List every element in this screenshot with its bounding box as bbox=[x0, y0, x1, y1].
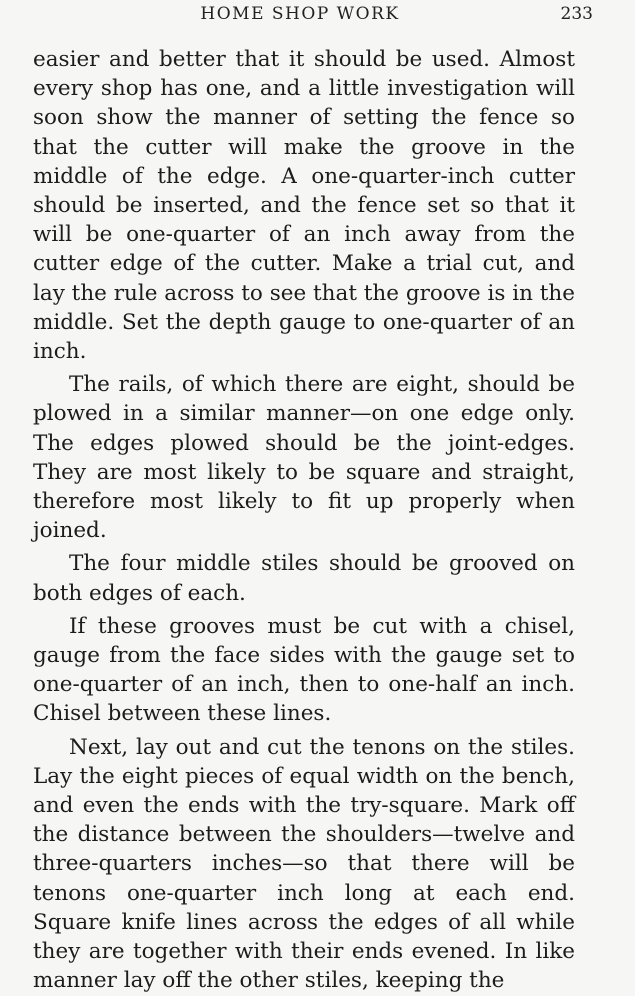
paragraph-chisel: If these grooves must be cut with a chisel, gauge from the face sides with the gauge set to one-quarter of an inch, then to one-half an inch. Chisel between these lines. bbox=[33, 613, 575, 727]
paragraph-tenons: Next, lay out and cut the tenons on the stiles. Lay the eight pieces of equal width on the bench, and even the ends with the try-square. Mark off the distance between the shoulders—twelve and three-quarters inches—so that there will be tenons one-quarter inch long at each end. Square knife lines across the edges of all while they are together with their ends evened. In like manner lay off the other stiles, keeping the bbox=[33, 734, 575, 994]
paragraph-middle-stiles: The four middle stiles should be grooved on both edges of each. bbox=[33, 551, 575, 606]
page-number: 233 bbox=[560, 4, 593, 24]
running-title: HOME SHOP WORK bbox=[200, 4, 400, 24]
paragraph-continued: easier and better that it should be used. Almost every shop has one, and a little investigation will soon show the manner of setting the fence so that the cutter will make the groove in the middle of the edge. A one-quarter-inch cutter should be inserted, and the fence set so that it will be one-quarter of an inch away from the cutter edge of the cutter. Make a trial cut, and lay the rule across to see that the groove is in the middle. Set the depth gauge to one-quarter of an inch. bbox=[33, 47, 575, 365]
paragraph-rails: The rails, of which there are eight, should be plowed in a similar manner—on one edge only. The edges plowed should be the joint-edges. They are most likely to be square and straight, therefore most likely to fit up properly when joined. bbox=[33, 372, 575, 544]
running-head bbox=[0, 4, 635, 28]
body-text bbox=[33, 45, 575, 996]
